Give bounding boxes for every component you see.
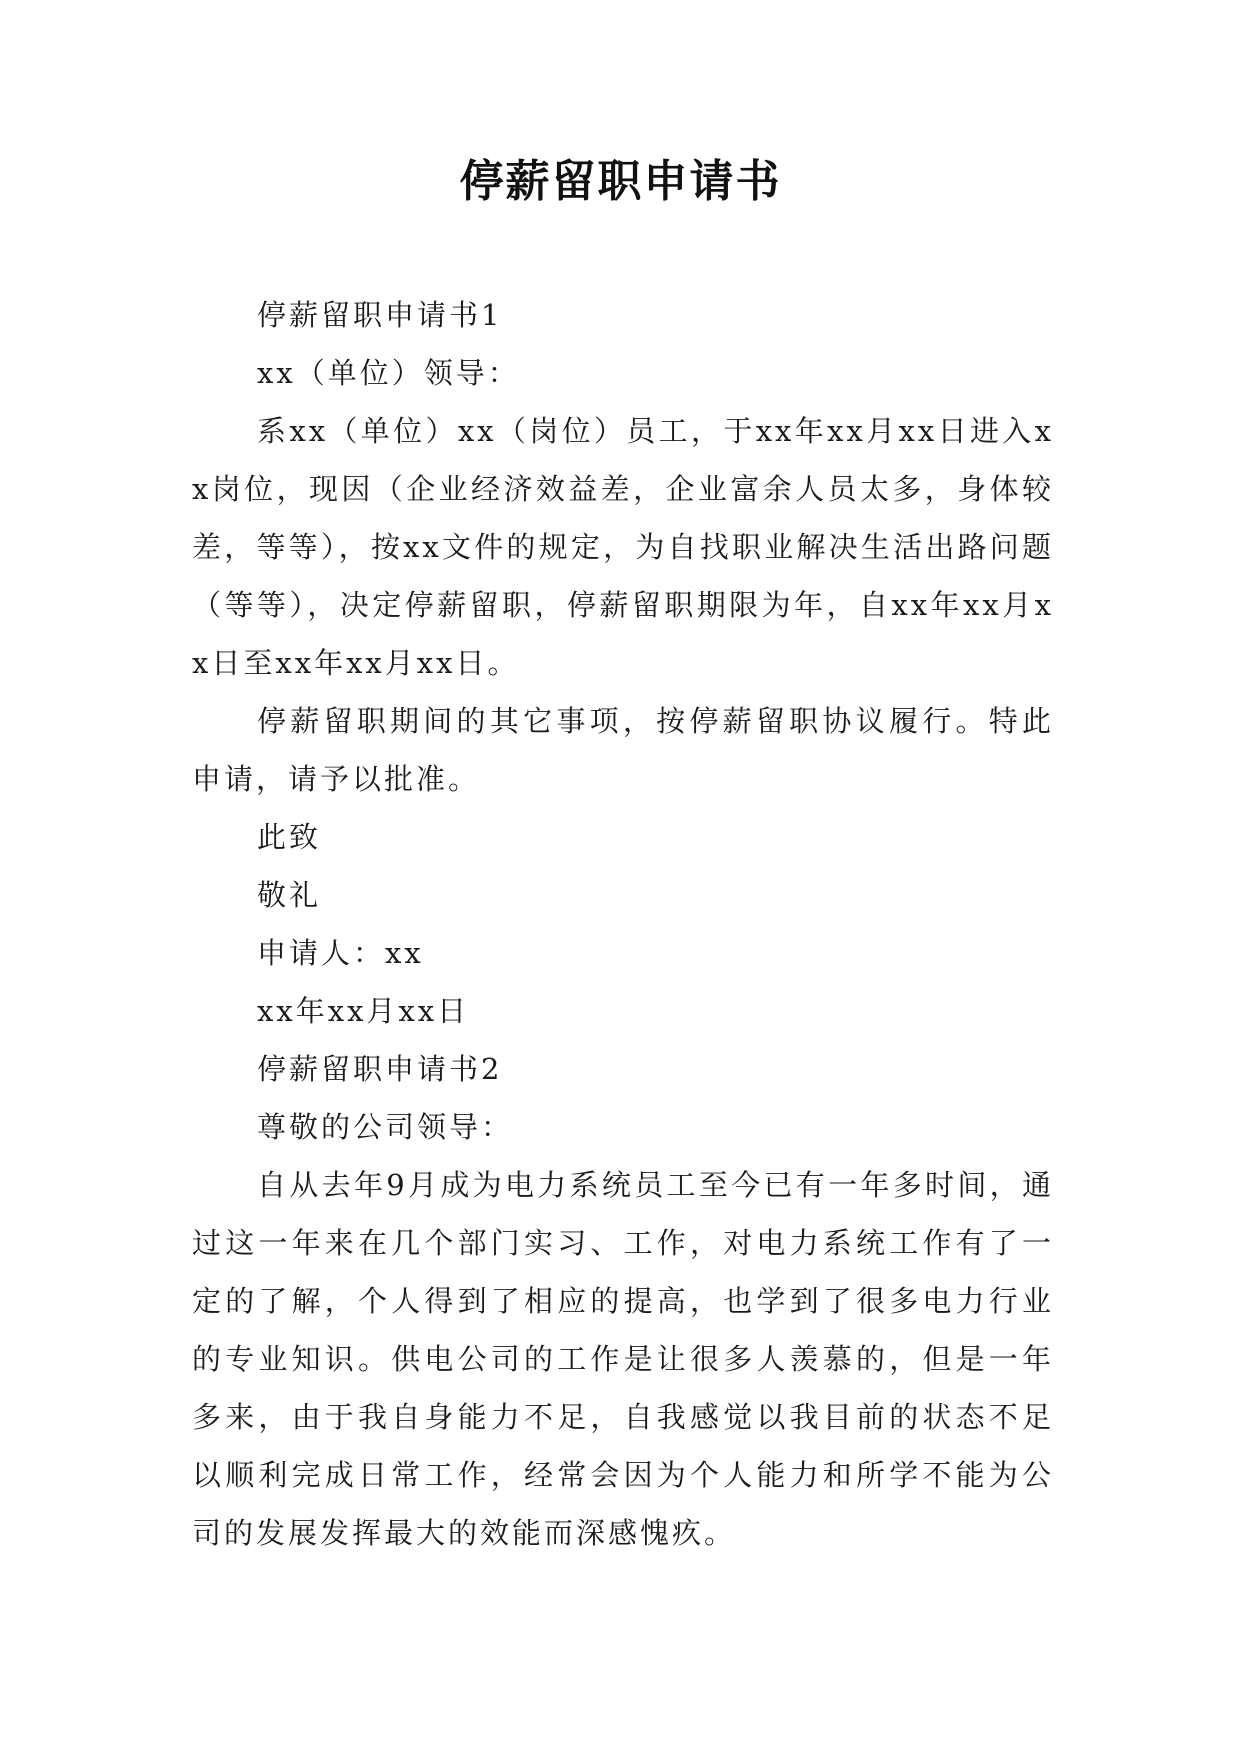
applicant-line: 申请人：xx [257,936,424,970]
body-paragraph: 自从去年9月成为电力系统员工至今已有一年多时间，通过这一年来在几个部门实习、工作，对电力系统工作有了一定的了解，个人得到了相应的提高，也学到了很多电力行业的专业知识。供电公司的工作是让很多人羡慕的，但是一年多来，由于我自身能力不足，自我感觉以我目前的状态不足以顺利完成日常工作，经常会因为个人能力和所学不能为公司的发展发挥最大的效能而深感愧疚。 [192,1168,1054,1550]
closing-line: 此致 [257,820,322,854]
salutation-2: 尊敬的公司领导： [257,1110,514,1144]
document-title: 停薪留职申请书 [459,156,782,207]
salutation-1: xx（单位）领导： [257,356,520,390]
body-paragraph: 停薪留职期间的其它事项，按停薪留职协议履行。特此申请，请予以批准。 [192,704,1054,796]
document-body [192,286,1054,1562]
closing-line: 敬礼 [257,878,322,912]
date-line: xx年xx月xx日 [257,994,470,1028]
body-paragraph: 系xx（单位）xx（岗位）员工，于xx年xx月xx日进入xx岗位，现因（企业经济效益差，企业富余人员太多，身体较差，等等），按xx文件的规定，为自找职业解决生活出路问题（等等），决定停薪留职，停薪留职期限为年，自xx年xx月xx日至xx年xx月xx日。 [192,414,1054,680]
section-heading-1: 停薪留职申请书1 [257,298,503,332]
section-heading-2: 停薪留职申请书2 [257,1052,503,1086]
